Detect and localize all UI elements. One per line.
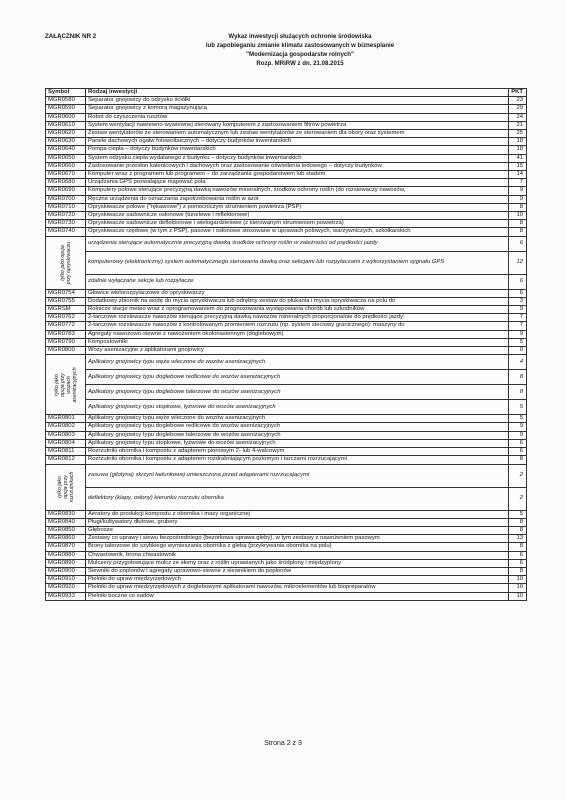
table-row-option bbox=[46, 274, 527, 289]
row-points: 12 bbox=[509, 251, 527, 274]
option-group-label-text bbox=[57, 472, 75, 503]
table-row bbox=[46, 456, 527, 464]
title-line: Rozp. MRiRW z dn. 21.08.2015 bbox=[256, 59, 344, 67]
option-group-label-line: tylko jako bbox=[56, 476, 63, 498]
option-group-label bbox=[46, 236, 86, 289]
row-symbol: MGR0762 bbox=[46, 314, 86, 322]
row-points: 8 bbox=[509, 203, 527, 211]
row-symbol: MGR0710 bbox=[46, 203, 86, 211]
title-line: Wykaz inwestycji służących ochronie środowiska bbox=[228, 33, 372, 40]
row-description: Aplikatory gnojowicy typu doglebowe talerzowe do wozów asenizacyjnych bbox=[86, 385, 509, 400]
row-symbol: MGR0804 bbox=[46, 439, 86, 447]
row-points: 2 bbox=[509, 464, 527, 487]
row-description: Rozrzutniki obornika i kompostu z adapterem pionowym 2- lub 4-walcowym bbox=[86, 448, 509, 456]
row-points: 9 bbox=[509, 187, 527, 195]
row-points: 15 bbox=[509, 162, 527, 170]
table-row-option bbox=[46, 385, 527, 400]
row-description: Pielniki do upraw międzyrzędowych z doglebowymi aplikatorami nawozów, mikroelementów lub biopreparatów bbox=[86, 584, 509, 592]
row-points: 7 bbox=[509, 322, 527, 330]
option-group-label-line: wozach bbox=[65, 375, 72, 394]
row-points: 10 bbox=[509, 592, 527, 600]
row-description: Rozrzutniki obornika i kompostu z adapterem rozdrabniającym poziomym i tarczami rozrzucającymi bbox=[86, 456, 509, 464]
row-description: deflektory (klapy, osłony) kierunku rozrzutu obornika bbox=[86, 487, 509, 510]
document-title bbox=[120, 33, 480, 69]
table-row-option bbox=[46, 487, 527, 510]
table-row bbox=[46, 526, 527, 534]
row-description: Agregaty nawozowo-siewne z nawożeniem okołonasiennym (doglebowym) bbox=[86, 330, 509, 338]
row-symbol: MGR0620 bbox=[46, 130, 86, 138]
table-row bbox=[46, 415, 527, 423]
row-symbol: MGR0740 bbox=[46, 228, 86, 236]
row-points: 6 bbox=[509, 439, 527, 447]
row-symbol: MGR0700 bbox=[46, 195, 86, 203]
row-symbol: MGR0783 bbox=[46, 330, 86, 338]
table-row bbox=[46, 567, 527, 575]
row-symbol: MGR0640 bbox=[46, 146, 86, 154]
table-row bbox=[46, 297, 527, 305]
row-points: 8 bbox=[509, 543, 527, 551]
table-row-option bbox=[46, 400, 527, 415]
row-description: Aeratory do produkcji kompostu z obornika i masy organicznej bbox=[86, 510, 509, 518]
row-description: Brony talerzowe do szybkiego wymieszania obornika z glebą (przykrywania obornika na polu) bbox=[86, 543, 509, 551]
row-symbol: MGR0860 bbox=[46, 535, 86, 543]
table-row bbox=[46, 212, 527, 220]
row-symbol: MGR0630 bbox=[46, 138, 86, 146]
row-description: Aplikatory gnojowicy typu węże wleczone do wozów asenizacyjnych bbox=[86, 415, 509, 423]
table-row bbox=[46, 228, 527, 236]
row-points: 3 bbox=[509, 297, 527, 305]
row-symbol: MGR0720 bbox=[46, 212, 86, 220]
row-description: System odzysku ciepła wydalanego z budynku – dotyczy budynków inwentarskich bbox=[86, 154, 509, 162]
row-description: Zestaw wentylatorów ze sterowaniem automatycznym lub zestaw wentylatorów ze sterowaniem dla obory oraz systemem bbox=[86, 130, 509, 138]
row-points: 6 bbox=[509, 551, 527, 559]
row-points: 9 bbox=[509, 423, 527, 431]
row-points: 6 bbox=[509, 236, 527, 251]
row-points: 5 bbox=[509, 400, 527, 415]
row-symbol: MGR0811 bbox=[46, 448, 86, 456]
row-description: System wentylacji nawiewno-wywiewnej sterowany komputerem z zastosowaniem filtrów powietrza bbox=[86, 121, 509, 129]
row-description: Opryskiwacze rzędowe (w tym z PSP), pasowe i osłonowe stosowane w uprawach polowych, warzywniczych, szkółkarskich bbox=[86, 228, 509, 236]
row-description: 2-tarczowe rozsiewacze nawozów z kontrolowanym promieniem rozrzutu (np. system sieciowy granicznego): maszyny do bbox=[86, 322, 509, 330]
row-points: 9 bbox=[509, 431, 527, 439]
row-points: 9 bbox=[509, 195, 527, 203]
table-row bbox=[46, 220, 527, 228]
option-group-label bbox=[46, 355, 86, 415]
row-points: 6 bbox=[509, 559, 527, 567]
row-description: Opryskiwacze sadownicze osłonowe (tunelowe i reflektorowe) bbox=[86, 212, 509, 220]
table-row bbox=[46, 576, 527, 584]
table-row bbox=[46, 330, 527, 338]
row-description: Aplikatory gnojowicy typu doglebowe redlicowe do wozów asenizacyjnych bbox=[86, 370, 509, 385]
row-description: Aplikatory gnojowicy typu stopkowe, łyżwowe do wozów asenizacyjnych bbox=[86, 400, 509, 415]
row-description: Komputer wraz z programem lub programem – do zarządzania gospodarstwem lub stadem bbox=[86, 171, 509, 179]
row-symbol: MGR0754 bbox=[46, 289, 86, 297]
table-row bbox=[46, 289, 527, 297]
row-points: 2 bbox=[509, 487, 527, 510]
row-symbol: MGR0802 bbox=[46, 423, 86, 431]
header-pkt: PKT bbox=[509, 89, 527, 97]
header-symbol: Symbol bbox=[46, 89, 86, 97]
row-points: 7 bbox=[509, 179, 527, 187]
row-symbol: MGR0790 bbox=[46, 338, 86, 346]
row-symbol: MGR0801 bbox=[46, 415, 86, 423]
row-symbol: MGR0840 bbox=[46, 518, 86, 526]
row-points: 8 bbox=[509, 518, 527, 526]
row-points: 18 bbox=[509, 138, 527, 146]
row-description: Zestawy co uprawy i siewu bezpośredniego (bezorkowa uprawa gleby), w tym zestawy z nawożeniem pasowym bbox=[86, 535, 509, 543]
row-description: Zastosowanie przesłon kalenicowych i dachowych oraz zastosowanie oświetlenia ledowego – dotyczy budynków bbox=[86, 162, 509, 170]
row-points: 13 bbox=[509, 535, 527, 543]
table-row-option bbox=[46, 236, 527, 251]
row-description: Siewniki do poplonów i agregaty uprawowo-siewne z siewnikiem do poplonów bbox=[86, 567, 509, 575]
table-row bbox=[46, 510, 527, 518]
row-symbol: MGR0590 bbox=[46, 105, 86, 113]
row-description: Pielniki do upraw międzyrzędowych bbox=[86, 576, 509, 584]
table-row bbox=[46, 203, 527, 211]
option-group-label-line: rozrzutnikach bbox=[68, 471, 75, 503]
row-points: 6 bbox=[509, 274, 527, 289]
row-description: urządzenia sterujące automatycznie precyzyjną dawką środków ochrony roślin w zależności od prędkości jazdy bbox=[86, 236, 509, 251]
row-points: 41 bbox=[509, 154, 527, 162]
table-row bbox=[46, 431, 527, 439]
row-points: 14 bbox=[509, 171, 527, 179]
row-description: Opryskiwacze polowe ("rękawowe") z pomocniczym strumieniem powietrza (PSP) bbox=[86, 203, 509, 211]
table-row-option bbox=[46, 370, 527, 385]
row-symbol: MGR0800 bbox=[46, 347, 86, 355]
row-points: 9 bbox=[509, 330, 527, 338]
row-description: Chwastownik, brona chwastownik bbox=[86, 551, 509, 559]
table-row bbox=[46, 105, 527, 113]
table-row bbox=[46, 448, 527, 456]
row-symbol: MGR0660 bbox=[46, 162, 86, 170]
row-description: Mulczery przygotowujące mulcz ze słomy oraz z roślin uprawianych jako śródplony i międzyplony bbox=[86, 559, 509, 567]
table-row bbox=[46, 551, 527, 559]
attachment-label: ZAŁĄCZNIK NR 2 bbox=[45, 33, 97, 40]
row-symbol: MGR0880 bbox=[46, 551, 86, 559]
option-group-label bbox=[46, 464, 86, 510]
table-row-option bbox=[46, 464, 527, 487]
option-group-label-line: opcja przy bbox=[59, 372, 66, 397]
row-description: Aplikatory gnojowicy typu stopkowe, łyżwowe do wozów asenizacyjnych bbox=[86, 439, 509, 447]
row-symbol: MGR0772 bbox=[46, 322, 86, 330]
table-row bbox=[46, 518, 527, 526]
row-points: 8 bbox=[509, 567, 527, 575]
table-row bbox=[46, 439, 527, 447]
row-symbol: MGR0890 bbox=[46, 559, 86, 567]
row-symbol: MGR0812 bbox=[46, 456, 86, 464]
row-symbol: MGR0680 bbox=[46, 179, 86, 187]
row-points: 10 bbox=[509, 212, 527, 220]
row-symbol: MGRSM bbox=[46, 306, 86, 314]
row-description: Pompa ciepła – dotyczy budynków inwentarskich bbox=[86, 146, 509, 154]
page-footer: Strona 2 z 3 bbox=[264, 740, 302, 747]
table-body bbox=[46, 97, 527, 601]
row-description: 2-tarczowe rozsiewacze nawozów sterujące precyzyjną dawką nawozów mineralnych proporcjonalnie do prędkości jazdy: bbox=[86, 314, 509, 322]
row-description: Panele dachowych ogałw fotowoltaicznych – dotyczy budynków inwentarskich bbox=[86, 138, 509, 146]
table-row bbox=[46, 543, 527, 551]
row-description: Komputery polowe sterujące precyzyjną dawką nawozów mineralnych, środków ochrony roślin (do rozsiewaczy nawozów, bbox=[86, 187, 509, 195]
row-symbol: MGR0910 bbox=[46, 576, 86, 584]
row-points: 21 bbox=[509, 121, 527, 129]
row-points: 7 bbox=[509, 314, 527, 322]
row-symbol: MGR0690 bbox=[46, 187, 86, 195]
table-row bbox=[46, 306, 527, 314]
row-points: 5 bbox=[509, 415, 527, 423]
table-row-option bbox=[46, 251, 527, 274]
row-points: 5 bbox=[509, 338, 527, 346]
investment-table bbox=[45, 88, 527, 601]
option-group-label-line: asenizacyjnych bbox=[71, 367, 78, 403]
table-row bbox=[46, 187, 527, 195]
row-symbol: MGR0870 bbox=[46, 543, 86, 551]
row-symbol: MGR0850 bbox=[46, 526, 86, 534]
row-description: zasuwa (gilotyna) skrzyni ładunkowej umieszczona przed adapterami rozrzucającymi bbox=[86, 464, 509, 487]
option-group-label-line: tylko jako opcja bbox=[59, 244, 66, 281]
table-row bbox=[46, 584, 527, 592]
table-row bbox=[46, 338, 527, 346]
row-symbol: MGR0920 bbox=[46, 584, 86, 592]
row-points: 8 bbox=[509, 385, 527, 400]
row-symbol: MGR0730 bbox=[46, 220, 86, 228]
row-description: Urządzenia GPS pozwalające mapować pola bbox=[86, 179, 509, 187]
table-row bbox=[46, 113, 527, 121]
table-row bbox=[46, 154, 527, 162]
row-points: 9 bbox=[509, 306, 527, 314]
title-line: "Modernizacja gospodarstw rolnych" bbox=[246, 50, 354, 58]
row-description: Rolnicze stacje meteo wraz z oprogramowaniem do prognozowania występowania chorób lub szkodników bbox=[86, 306, 509, 314]
row-symbol: MGR0755 bbox=[46, 297, 86, 305]
row-points: 23 bbox=[509, 97, 527, 105]
row-symbol: MGR0610 bbox=[46, 121, 86, 129]
row-description: zdalnie wyłączane sekcje lub rozpylacze bbox=[86, 274, 509, 289]
table-row bbox=[46, 130, 527, 138]
table-row bbox=[46, 347, 527, 355]
header-type: Rodzaj inwestycji bbox=[86, 89, 509, 97]
row-points: 8 bbox=[509, 370, 527, 385]
row-description: Separator gnojowicy do odzysku ściółki bbox=[86, 97, 509, 105]
row-points: 8 bbox=[509, 228, 527, 236]
table-row bbox=[46, 121, 527, 129]
row-description: Aplikatory gnojowicy typu węże wleczone do wozów asenizacyjnych bbox=[86, 355, 509, 370]
row-description: Kompostowniki bbox=[86, 338, 509, 346]
table-row bbox=[46, 97, 527, 105]
row-symbol: MGR0900 bbox=[46, 567, 86, 575]
row-description: Aplikatory gnojowicy typu doglebowe talerzowe do wozów asenizacyjnych bbox=[86, 431, 509, 439]
table-row bbox=[46, 195, 527, 203]
row-points: 29 bbox=[509, 105, 527, 113]
row-description: Pługi/kultywatory dłutowe, grubery bbox=[86, 518, 509, 526]
row-symbol: MGR0650 bbox=[46, 154, 86, 162]
row-points: 18 bbox=[509, 146, 527, 154]
table-row bbox=[46, 179, 527, 187]
row-description: Głowice wielorozpylaczowe do opryskiwaczy bbox=[86, 289, 509, 297]
row-description: Opryskiwacze sadownicze deflektorowe i wielogardzielowe (z kierowanym strumieniem powietrza) bbox=[86, 220, 509, 228]
row-points: 24 bbox=[509, 113, 527, 121]
row-description: Robot do czyszczenia rusztów bbox=[86, 113, 509, 121]
option-group-label-text bbox=[54, 367, 78, 402]
row-points: 8 bbox=[509, 456, 527, 464]
row-points: 4 bbox=[509, 355, 527, 370]
row-points: 0 bbox=[509, 347, 527, 355]
table-row-option bbox=[46, 355, 527, 370]
table-row bbox=[46, 171, 527, 179]
table-row bbox=[46, 559, 527, 567]
table-row bbox=[46, 322, 527, 330]
table-row bbox=[46, 314, 527, 322]
row-description: Aplikatory gnojowicy typu doglebowe redlicowe do wozów asenizacyjnych bbox=[86, 423, 509, 431]
row-points: 10 bbox=[509, 576, 527, 584]
row-description: Ręczne urządzenia do oznaczania zapotrzebowania roślin w azot bbox=[86, 195, 509, 203]
row-symbol: MGR0580 bbox=[46, 97, 86, 105]
row-symbol: MGR0830 bbox=[46, 510, 86, 518]
table-row bbox=[46, 535, 527, 543]
table-row bbox=[46, 146, 527, 154]
title-line: lub zapobieganiu zmianie klimatu zastosowanych w biznesplanie bbox=[205, 41, 395, 49]
row-points: 8 bbox=[509, 526, 527, 534]
table-row bbox=[46, 162, 527, 170]
table-row bbox=[46, 592, 527, 600]
table-header bbox=[46, 89, 527, 97]
table-row bbox=[46, 423, 527, 431]
option-group-label-line: opcja przy bbox=[62, 475, 69, 499]
row-symbol: MGR0933 bbox=[46, 592, 86, 600]
row-points: 5 bbox=[509, 510, 527, 518]
row-points: 6 bbox=[509, 448, 527, 456]
row-points: 6 bbox=[509, 289, 527, 297]
row-points: 25 bbox=[509, 130, 527, 138]
row-description: Głębosze bbox=[86, 526, 509, 534]
row-symbol: MGR0670 bbox=[46, 171, 86, 179]
option-group-label-text bbox=[60, 241, 72, 283]
row-description: komputerowy (elektroniczny) system automatycznego sterowania dawką oraz sekcjami lub rozpylaczami z wykorzystaniem sygnału GPS bbox=[86, 251, 509, 274]
row-points: 8 bbox=[509, 220, 527, 228]
row-points: 10 bbox=[509, 584, 527, 592]
table-row bbox=[46, 138, 527, 146]
option-group-label-line: przy opryskiwaczu bbox=[65, 241, 72, 284]
row-symbol: MGR0600 bbox=[46, 113, 86, 121]
row-symbol: MGR0803 bbox=[46, 431, 86, 439]
option-group-label-line: tylko jako bbox=[53, 373, 60, 396]
row-description: Dodatkowy zbiornik na wodę do mycia opryskiwacza lub odrębny zestaw do płukania i mycia opryskiwacza na polu do bbox=[86, 297, 509, 305]
row-description: Separator gnojowicy z komorą magazynującą bbox=[86, 105, 509, 113]
row-description: Pielniki boczne co sadów bbox=[86, 592, 509, 600]
row-description: Wozy asenizacyjne z aplikatorami gnojowicy bbox=[86, 347, 509, 355]
